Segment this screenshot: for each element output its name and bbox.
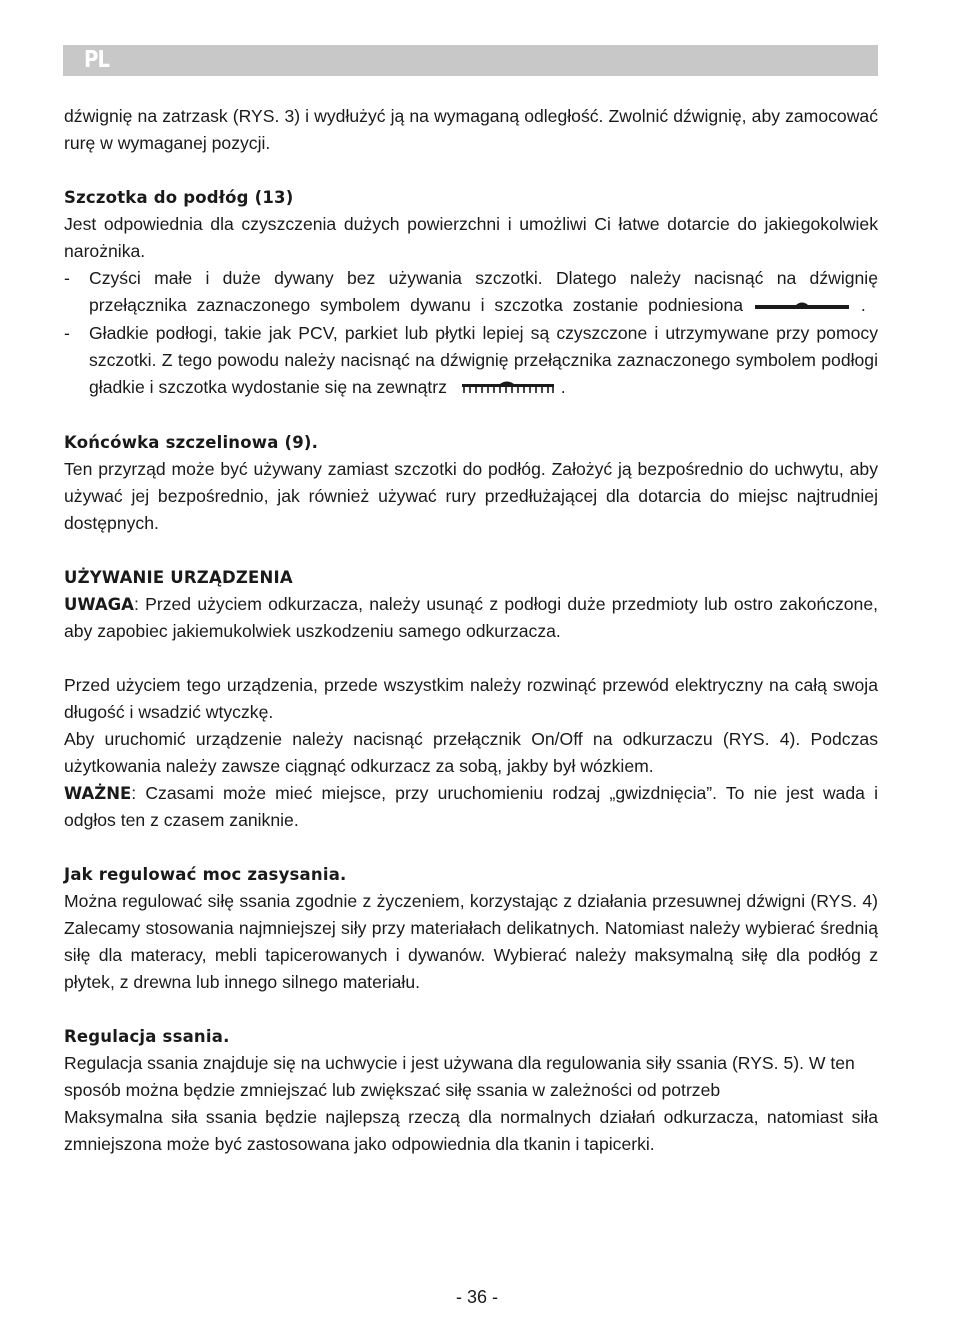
bullet-carpet-text: Czyści małe i duże dywany bez używania szczotki. Dlatego należy nacisnąć na dźwignię przełącznika zaznaczonego symbolem dywanu i szczotka zostanie podniesiona <box>89 268 878 315</box>
heading-suction-power: Jak regulować moc zasysania. <box>64 864 347 884</box>
suction-power-text: Można regulować siłę ssania zgodnie z życzeniem, korzystając z działania przesuwnej dźwigni (RYS. 4) Zalecamy stosowania najmniejszej siły przy materiałach delikatnych. Natomiast należy wybierać średnią siłę dla materacy, mebli tapicerowanych i dywanów. Wybierać należy maksymalną siłę dla podłóg z płytek, z drewna lub innego silnego materiału. <box>64 890 878 992</box>
language-code: PL <box>84 47 110 73</box>
important-paragraph <box>64 780 878 834</box>
brush-raised-icon <box>753 293 851 320</box>
brush-lowered-icon <box>460 375 556 402</box>
language-header-bar <box>63 45 878 76</box>
heading-crevice-tool: Końcówka szczelinowa (9). <box>64 432 319 452</box>
suction-regulation-text-2: Maksymalna siła ssania będzie najlepszą rzeczą dla normalnych działań odkurzacza, natomiast siła zmniejszona może być zastosowana jako odpowiednia dla tkanin i tapicerki. <box>64 1106 878 1154</box>
heading-floor-brush: Szczotka do podłóg (13) <box>64 188 294 207</box>
bullet-carpet-end: . <box>860 295 866 315</box>
bullet-smooth-floor <box>64 320 878 402</box>
cable-paragraph: Przed użyciem tego urządzenia, przede wszystkim należy rozwinąć przewód elektryczny na całą swoja długość i wsadzić wtyczkę. <box>64 674 878 722</box>
important-text: : Czasami może mieć miejsce, przy uruchomieniu rodzaj „gwizdnięcia”. To nie jest wada i odgłos ten z czasem zaniknie. <box>64 782 878 830</box>
warning-text: : Przed użyciem odkurzacza, należy usunąć z podłogi duże przedmioty lub ostro zakończone, aby zapobiec jakiemukolwiek uszkodzeniu samego odkurzacza. <box>64 593 878 641</box>
intro-paragraph: dźwignię na zatrzask (RYS. 3) i wydłużyć ją na wymaganą odległość. Zwolnić dźwignię, aby zamocować rurę w wymaganej pozycji. <box>64 106 878 153</box>
important-label: WAŻNE <box>64 783 132 803</box>
crevice-tool-text: Ten przyrząd może być używany zamiast szczotki do podłóg. Założyć ją bezpośrednio do uchwytu, aby używać jej bezpośrednio, jak również używać rury przedłużającej dla dotarcia do miejsc najtrudniej dostępnych. <box>64 458 878 533</box>
page-content <box>64 103 878 1158</box>
bullet-carpet <box>64 265 878 320</box>
bullet-smooth-floor-end: . <box>560 376 566 397</box>
page-number: - 36 - <box>455 1287 498 1307</box>
heading-suction-regulation: Regulacja ssania. <box>64 1026 230 1046</box>
warning-label: UWAGA <box>64 594 134 614</box>
heading-using-device: UŻYWANIE URZĄDZENIA <box>64 567 293 587</box>
warning-paragraph <box>64 591 878 645</box>
start-paragraph: Aby uruchomić urządzenie należy nacisnąć przełącznik On/Off na odkurzaczu (RYS. 4). Podczas użytkowania należy zawsze ciągnąć odkurzacz za sobą, jakby był wózkiem. <box>64 728 878 776</box>
floor-brush-text: Jest odpowiednia dla czyszczenia dużych powierzchni i umożliwi Ci łatwe dotarcie do jakiegokolwiek narożnika. <box>64 214 878 261</box>
suction-regulation-text-1: Regulacja ssania znajduje się na uchwycie i jest używana dla regulowania siły ssania (RYS. 5). W ten sposób można będzie zmniejszać lub zwiększać siłę ssania w zależności od potrzeb <box>64 1052 855 1100</box>
bullet-smooth-floor-text: Gładkie podłogi, takie jak PCV, parkiet lub płytki lepiej są czyszczone i utrzymywane przy pomocy szczotki. Z tego powodu należy nacisnąć na dźwignię przełącznika zaznaczonego symbolem podłogi gładkie i szczotka wydostanie się na zewnątrz <box>89 322 878 397</box>
bullet-dash: - <box>64 268 70 288</box>
bullet-dash: - <box>64 322 70 343</box>
